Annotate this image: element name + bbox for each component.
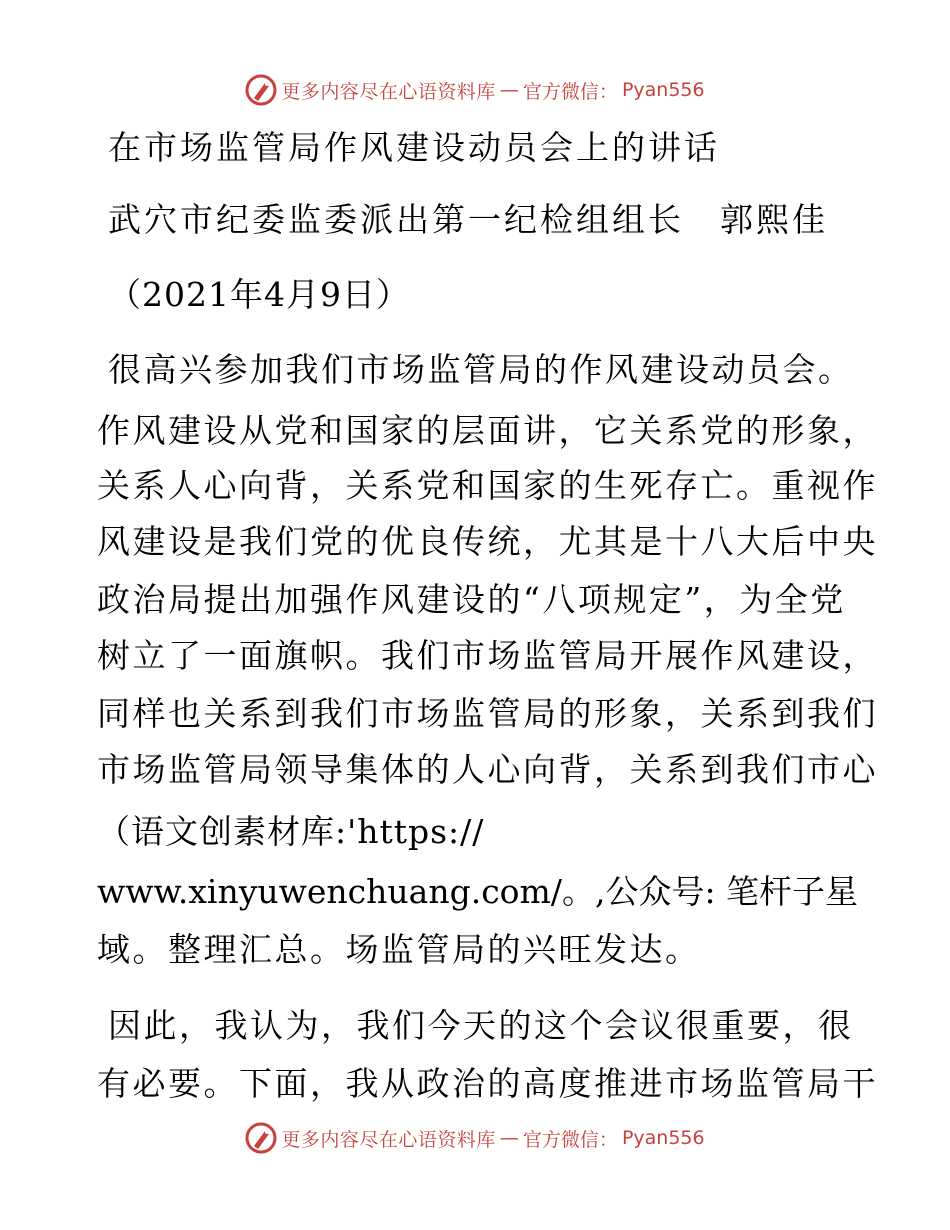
banner-wechat-id: Pyan556 [621,1127,705,1149]
paragraph-line: 有必要。下面，我从政治的高度推进市场监管局干 [97,1064,878,1103]
paragraph-line: 很高兴参加我们市场监管局的作风建设动员会。 [108,350,854,389]
document-author: 武穴市纪委监委派出第一纪检组组长 郭熙佳 [108,200,828,239]
footer-banner [0,1118,950,1158]
paragraph-line: 域。整理汇总。场监管局的兴旺发达。 [97,930,701,969]
paragraph-line: 政治局提出加强作风建设的“八项规定”，为全党 [97,580,846,619]
header-banner-content [245,74,704,106]
pen-logo-icon [245,1122,277,1154]
banner-wechat-label: 官方微信： [522,80,618,103]
paragraph-line: 风建设是我们党的优良传统，尤其是十八大后中央 [97,522,878,561]
paragraph-line: （语文创素材库:'https:// [97,812,485,851]
banner-separator: — [499,1127,519,1149]
banner-site-text: 更多内容尽在心语资料库 [281,1128,496,1151]
paragraph-line: 关系人心向背，关系党和国家的生死存亡。重视作 [97,466,878,505]
document-date: （2021年4月9日） [108,275,410,314]
paragraph-line: 树立了一面旗帜。我们市场监管局开展作风建设， [97,636,878,675]
document-title: 在市场监管局作风建设动员会上的讲话 [108,128,720,167]
banner-separator: — [499,79,519,101]
paragraph-line: www.xinyuwenchuang.com/。,公众号: 笔杆子星 [97,872,859,911]
banner-wechat-id: Pyan556 [621,79,705,101]
banner-wechat-label: 官方微信： [522,1128,618,1151]
paragraph-line: 作风建设从党和国家的层面讲，它关系党的形象， [97,411,878,450]
footer-banner-content [245,1122,704,1154]
paragraph-line: 因此，我认为，我们今天的这个会议很重要，很 [108,1006,854,1045]
header-banner [0,70,950,110]
banner-site-text: 更多内容尽在心语资料库 [281,80,496,103]
paragraph-line: 市场监管局领导集体的人心向背，关系到我们市心 [97,750,878,789]
pen-logo-icon [245,74,277,106]
paragraph-line: 同样也关系到我们市场监管局的形象，关系到我们 [97,694,878,733]
